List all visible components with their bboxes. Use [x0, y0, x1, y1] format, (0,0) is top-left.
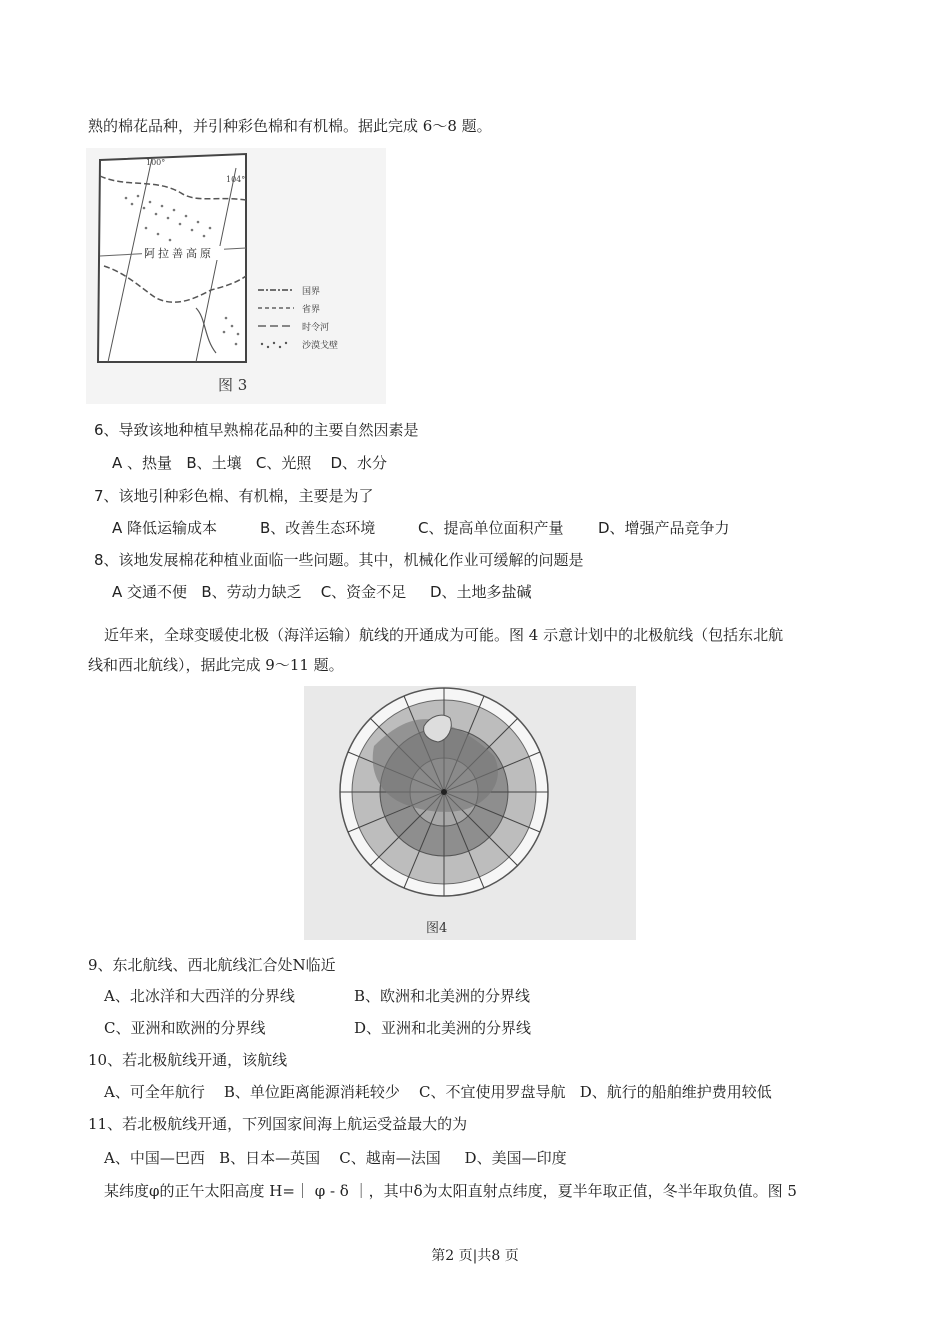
legend-national-border: 国界 [302, 287, 321, 297]
question-10-stem: 10、若北极航线开通，该航线 [88, 1051, 288, 1069]
legend-desert-gobi: 沙漠戈壁 [302, 341, 339, 351]
question-8-stem: 8、该地发展棉花种植业面临一些问题。其中，机械化作业可缓解的问题是 [94, 551, 584, 569]
question-9-option-a: A、北冰洋和大西洋的分界线 [104, 987, 295, 1005]
question-10-options: A、可全年航行 B、单位距离能源消耗较少 C、不宜使用罗盘导航 D、航行的船舶维护费用较低 [104, 1083, 772, 1101]
page-footer: 第2 页|共8 页 [431, 1248, 519, 1264]
lon-label-100: 100° [146, 158, 166, 167]
lon-label-104: 104° [226, 175, 246, 184]
question-9-stem: 9、东北航线、西北航线汇合处N临近 [88, 956, 336, 974]
intro-text: 熟的棉花品种，并引种彩色棉和有机棉。据此完成 6～8 题。 [88, 117, 492, 135]
legend-seasonal-river: 时令河 [302, 323, 330, 333]
question-7-option-d: D、增强产品竞争力 [598, 519, 730, 537]
region-label: 阿拉善高原 [144, 247, 214, 260]
question-9-option-b: B、欧洲和北美洲的分界线 [354, 987, 531, 1005]
figure-3-caption: 图 3 [218, 376, 248, 394]
question-7-stem: 7、该地引种彩色棉、有机棉，主要是为了 [94, 487, 374, 505]
question-11-options: A、中国—巴西 B、日本—英国 C、越南—法国 D、美国—印度 [104, 1149, 567, 1167]
question-6-options: A 、热量 B、土壤 C、光照 D、水分 [112, 454, 388, 472]
question-9-option-d: D、亚洲和北美洲的分界线 [354, 1019, 532, 1037]
question-7-option-b: B、改善生态环境 [260, 519, 376, 537]
question-9-option-c: C、亚洲和欧洲的分界线 [104, 1019, 266, 1037]
passage-arctic-line-1: 近年来，全球变暖使北极（海洋运输）航线的开通成为可能。图 4 示意计划中的北极航线（包括东北航 [104, 626, 784, 644]
legend-provincial-border: 省界 [302, 305, 321, 315]
question-7-option-a: A 降低运输成本 [112, 519, 218, 537]
figure-3-map [86, 148, 386, 404]
figure-4-polar-map [304, 686, 636, 940]
question-8-options: A 交通不便 B、劳动力缺乏 C、资金不足 D、土地多盐碱 [112, 583, 532, 601]
question-6-stem: 6、导致该地种植早熟棉花品种的主要自然因素是 [94, 421, 419, 439]
question-7-option-c: C、提高单位面积产量 [418, 519, 564, 537]
passage-arctic-line-2: 线和西北航线），据此完成 9～11 题。 [88, 656, 344, 674]
figure-4-caption: 图4 [426, 921, 448, 936]
question-11-stem: 11、若北极航线开通，下列国家间海上航运受益最大的为 [88, 1115, 468, 1133]
passage-solar-altitude: 某纬度φ的正午太阳高度 H=｜ φ - δ ｜，其中δ为太阳直射点纬度，夏半年取正值，冬半年取负值。图 5 [104, 1182, 797, 1200]
